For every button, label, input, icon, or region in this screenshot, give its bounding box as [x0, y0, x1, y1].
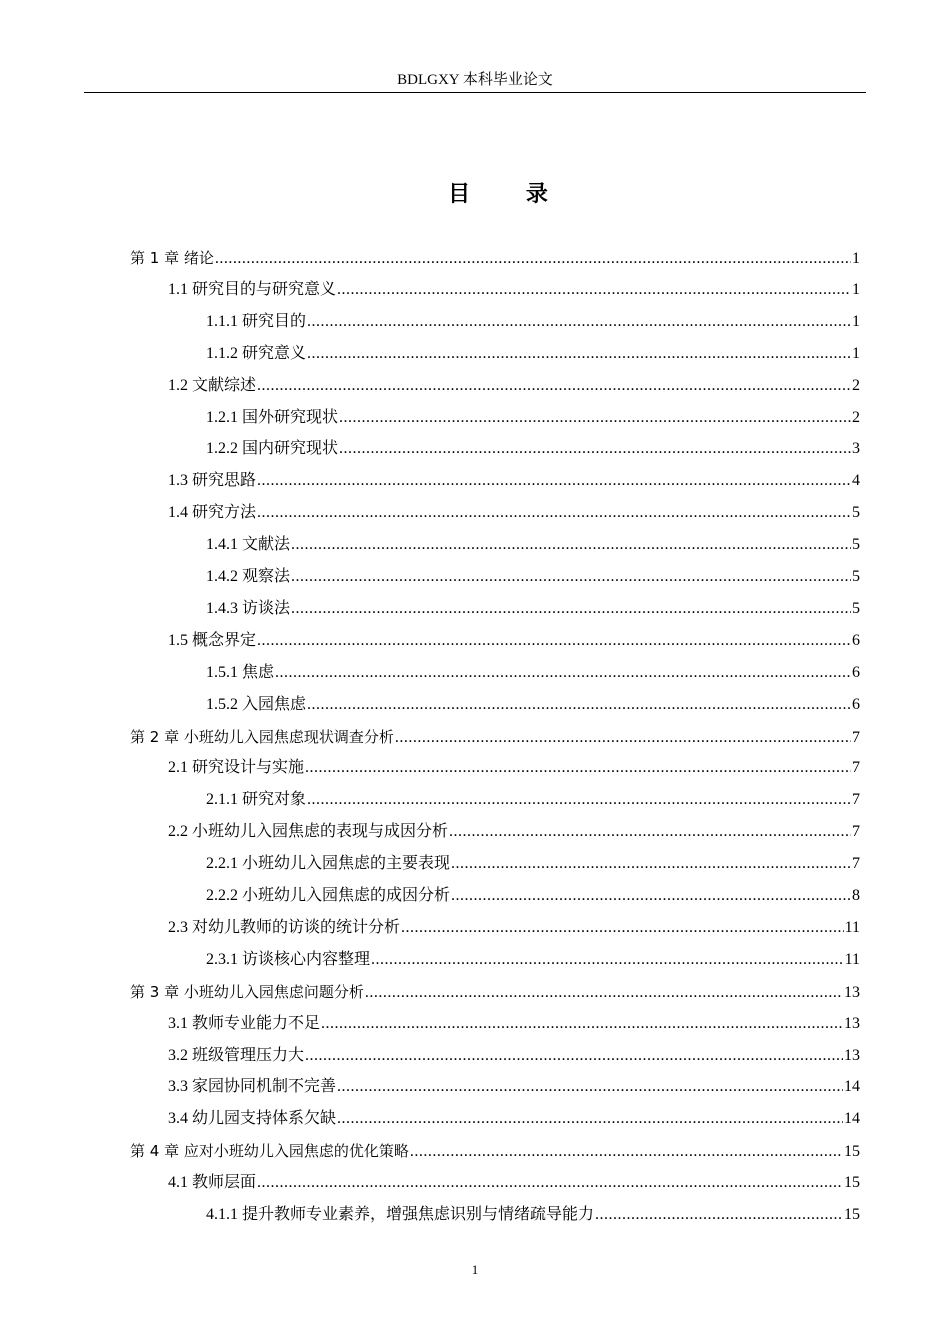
- toc-entry[interactable]: [206, 437, 860, 461]
- dot-leader: [451, 852, 851, 876]
- toc-entry-page: 1: [852, 250, 860, 267]
- dot-leader: [401, 916, 844, 940]
- dot-leader: [307, 310, 851, 334]
- toc-entry-page: 11: [844, 918, 860, 936]
- toc-entry[interactable]: [130, 980, 860, 1004]
- toc-entry-label: 2.3.1 访谈核心内容整理: [206, 950, 371, 968]
- dot-leader: [257, 629, 851, 653]
- toc-entry-label: 1.1.1 研究目的: [206, 312, 307, 330]
- toc-entry[interactable]: [130, 246, 860, 270]
- dot-leader: [337, 278, 851, 302]
- toc-entry-page: 7: [852, 791, 860, 809]
- toc-entry-page: 4: [852, 472, 860, 490]
- toc-entry-page: 7: [852, 823, 860, 841]
- toc-entry[interactable]: [206, 661, 860, 685]
- dot-leader: [410, 1140, 843, 1164]
- dot-leader: [395, 726, 851, 750]
- dot-leader: [339, 437, 851, 461]
- toc-entry[interactable]: [206, 693, 860, 717]
- toc-entry[interactable]: [168, 629, 860, 653]
- dot-leader: [339, 406, 851, 430]
- toc-entry[interactable]: [206, 948, 860, 972]
- dot-leader: [275, 661, 851, 685]
- toc-entry-label: 2.1 研究设计与实施: [168, 759, 305, 777]
- toc-entry[interactable]: [206, 406, 860, 430]
- toc-entry[interactable]: [206, 565, 860, 589]
- toc-entry[interactable]: [206, 788, 860, 812]
- toc-entry-label: 1.4.3 访谈法: [206, 599, 291, 617]
- toc-entry-page: 3: [852, 440, 860, 458]
- toc-entry[interactable]: [168, 501, 860, 525]
- page-number: 1: [471, 1262, 479, 1277]
- toc-entry-label: 2.2.2 小班幼儿入园焦虑的成因分析: [206, 887, 451, 904]
- toc-entry-page: 5: [852, 568, 860, 585]
- dot-leader: [449, 820, 851, 844]
- toc-entry-label: 2.2 小班幼儿入园焦虑的表现与成因分析: [168, 823, 449, 841]
- toc-entry[interactable]: [168, 916, 860, 940]
- toc-entry[interactable]: [206, 310, 860, 334]
- toc-entry-page: 13: [844, 983, 860, 1001]
- toc-entry[interactable]: [168, 1171, 860, 1195]
- toc-entry-page: 6: [852, 695, 860, 713]
- dot-leader: [307, 693, 851, 717]
- toc-entry-label: 1.5.2 入园焦虑: [206, 695, 307, 713]
- dot-leader: [337, 1075, 843, 1099]
- toc-entry-label: 3.1 教师专业能力不足: [168, 1014, 321, 1032]
- toc-entry-label: 1.2 文献综述: [168, 376, 257, 394]
- dot-leader: [321, 1012, 843, 1036]
- toc-entry-page: 2: [852, 408, 860, 426]
- toc-entry-page: 14: [844, 1078, 860, 1096]
- toc-entry-page: 5: [852, 599, 860, 617]
- toc-entry-label: 1.4 研究方法: [168, 504, 257, 522]
- toc-entry-page: 15: [844, 1206, 860, 1223]
- toc-entry-label: 1.2.2 国内研究现状: [206, 440, 339, 458]
- toc-entry-page: 7: [852, 728, 860, 746]
- toc-entry-label: 3.2 班级管理压力大: [168, 1046, 305, 1064]
- header-rule: [84, 92, 866, 93]
- toc-entry-label: 4.1 教师层面: [168, 1174, 257, 1192]
- toc-entry[interactable]: [206, 884, 860, 908]
- toc-entry[interactable]: [168, 1012, 860, 1036]
- dot-leader: [371, 948, 844, 972]
- toc-entry-label: 1.5 概念界定: [168, 631, 257, 649]
- toc-entry[interactable]: [206, 597, 860, 621]
- dot-leader: [257, 469, 851, 493]
- toc-entry[interactable]: [130, 1139, 860, 1163]
- toc-entry-label: 2.1.1 研究对象: [206, 791, 307, 809]
- toc-entry-page: 2: [852, 376, 860, 394]
- toc-entry-label: 1.5.1 焦虑: [206, 663, 275, 681]
- page-header: BDLGXY 本科毕业论文: [397, 72, 553, 88]
- toc-entry[interactable]: [206, 533, 860, 557]
- toc-entry[interactable]: [168, 820, 860, 844]
- toc-entry-page: 7: [852, 759, 860, 777]
- toc-entry-label: 第 3 章 小班幼儿入园焦虑问题分析: [130, 982, 364, 1001]
- dot-leader: [305, 1044, 843, 1068]
- toc-entry[interactable]: [206, 342, 860, 366]
- dot-leader: [257, 1171, 843, 1195]
- toc-entry-label: 1.1.2 研究意义: [206, 344, 307, 362]
- toc-title: 目 录: [448, 182, 572, 207]
- dot-leader: [307, 342, 851, 366]
- dot-leader: [305, 756, 851, 780]
- toc-entry-label: 1.1 研究目的与研究意义: [168, 280, 337, 298]
- dot-leader: [365, 981, 843, 1005]
- toc-entry[interactable]: [168, 1107, 860, 1131]
- toc-entry-page: 1: [852, 312, 860, 330]
- toc-entry-page: 7: [852, 855, 860, 873]
- toc-entry-label: 1.3 研究思路: [168, 472, 257, 490]
- toc-entry[interactable]: [206, 852, 860, 876]
- toc-entry-page: 13: [844, 1014, 860, 1032]
- dot-leader: [291, 597, 851, 621]
- toc-entry-label: 1.4.2 观察法: [206, 568, 291, 585]
- toc-entry-page: 1: [852, 280, 860, 298]
- toc-entry-label: 3.3 家园协同机制不完善: [168, 1078, 337, 1096]
- toc-entry[interactable]: [168, 469, 860, 493]
- toc-entry[interactable]: [168, 1044, 860, 1068]
- dot-leader: [257, 374, 851, 398]
- toc-entry-page: 1: [852, 344, 860, 362]
- toc-entry[interactable]: [130, 725, 860, 749]
- toc-entry[interactable]: [168, 756, 860, 780]
- dot-leader: [595, 1203, 843, 1227]
- dot-leader: [291, 565, 851, 589]
- toc-entry-label: 3.4 幼儿园支持体系欠缺: [168, 1110, 337, 1128]
- toc-entry-label: 4.1.1 提升教师专业素养，增强焦虑识别与情绪疏导能力: [206, 1206, 595, 1223]
- toc-entry-page: 15: [844, 1174, 860, 1192]
- toc-entry-label: 第 1 章 绪论: [130, 249, 214, 267]
- toc-entry-page: 14: [844, 1110, 860, 1128]
- dot-leader: [215, 247, 851, 271]
- toc-entry-page: 13: [844, 1046, 860, 1064]
- toc-entry-page: 6: [852, 663, 860, 681]
- dot-leader: [257, 501, 851, 525]
- toc-entry-label: 第 2 章 小班幼儿入园焦虑现状调查分析: [130, 727, 394, 746]
- toc-entry-label: 第 4 章 应对小班幼儿入园焦虑的优化策略: [130, 1142, 409, 1161]
- toc-entry-page: 5: [852, 536, 860, 554]
- dot-leader: [291, 533, 851, 557]
- toc-entry[interactable]: [168, 1075, 860, 1099]
- toc-entry-label: 2.2.1 小班幼儿入园焦虑的主要表现: [206, 855, 451, 873]
- toc-entry-page: 6: [852, 631, 860, 649]
- dot-leader: [307, 788, 851, 812]
- toc-entry[interactable]: [168, 278, 860, 302]
- dot-leader: [337, 1107, 843, 1131]
- toc-entry-label: 1.4.1 文献法: [206, 536, 291, 554]
- toc-entry[interactable]: [168, 374, 860, 398]
- toc-entry-page: 11: [844, 950, 860, 968]
- toc-entry[interactable]: [206, 1203, 860, 1227]
- toc-entry-label: 1.2.1 国外研究现状: [206, 408, 339, 426]
- toc-entry-label: 2.3 对幼儿教师的访谈的统计分析: [168, 918, 401, 936]
- dot-leader: [451, 884, 851, 908]
- toc-entry-page: 5: [852, 504, 860, 522]
- toc-entry-page: 15: [844, 1143, 860, 1161]
- toc-entry-page: 8: [852, 887, 860, 904]
